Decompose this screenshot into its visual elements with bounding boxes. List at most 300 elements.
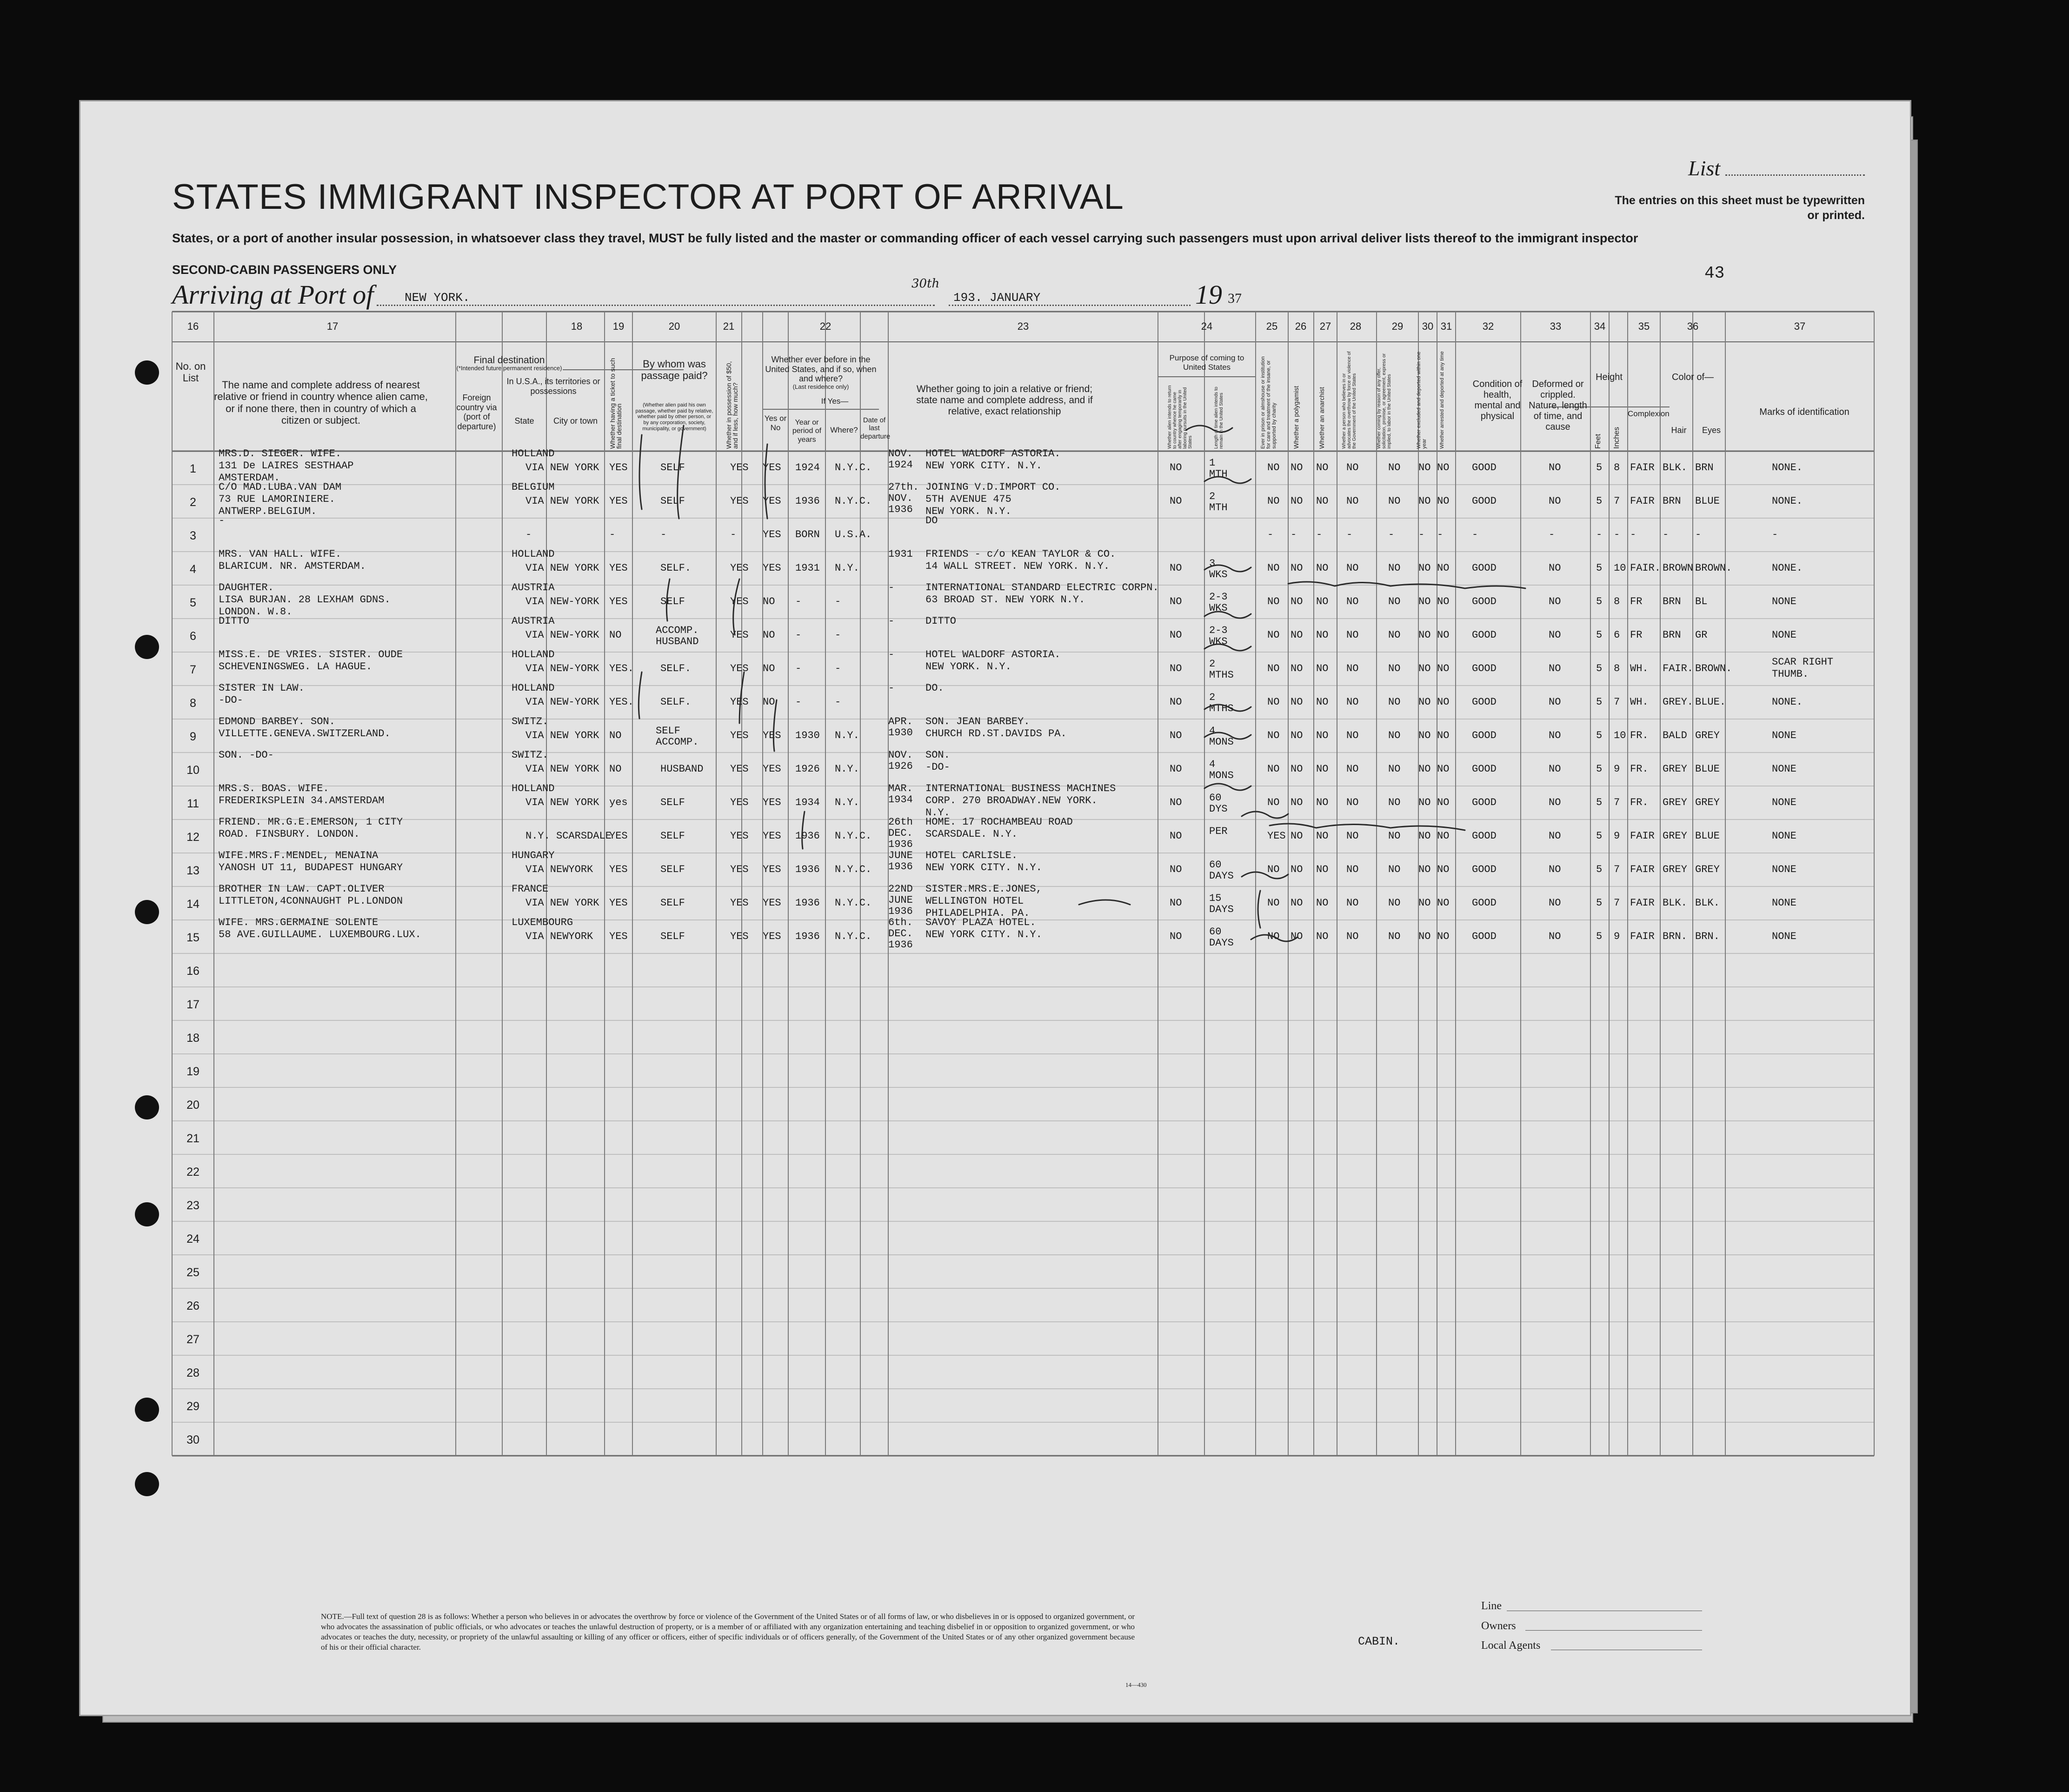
arrested: NO xyxy=(1437,897,1450,909)
row-number: 4 xyxy=(190,563,196,576)
destination-via: VIA NEW YORK xyxy=(526,763,599,775)
join-relative-line: NEW YORK CITY. N.Y. xyxy=(925,460,1042,472)
height-feet: - xyxy=(1596,529,1603,540)
height-inches: 7 xyxy=(1614,495,1620,507)
row-number: 26 xyxy=(186,1299,200,1312)
eye-color: BLUE. xyxy=(1695,696,1726,708)
has-fifty-dollars: YES xyxy=(730,663,749,674)
form-subtitle: States, or a port of another insular possession, in whatsoever class they travel, MUST be fully listed and the master or commanding officer of each vessel carrying such passengers must upon arrival deliver lists thereof to the immigrant inspector xyxy=(172,231,1638,245)
excluded: NO xyxy=(1418,797,1431,808)
column-number: 20 xyxy=(668,320,680,332)
polygamist: NO xyxy=(1291,596,1303,607)
last-departure: 1936 xyxy=(888,906,913,917)
row-number: 22 xyxy=(186,1166,200,1179)
last-departure: NOV. xyxy=(888,448,913,460)
hdr-excluded: Whether excluded and deported within one year xyxy=(1416,351,1427,449)
last-departure: 27th. xyxy=(888,481,919,493)
height-inches: 6 xyxy=(1614,629,1620,641)
length-of-stay: DAYS xyxy=(1209,937,1234,949)
overthrow: NO xyxy=(1346,663,1359,674)
passage-paid-by: SELF xyxy=(660,495,685,507)
return-intent: NO xyxy=(1170,629,1182,641)
relative-address-line: FRIEND. MR.G.E.EMERSON, 1 CITY xyxy=(219,816,403,828)
destination-via: VIA NEW YORK xyxy=(526,462,599,473)
height-feet: 5 xyxy=(1596,663,1603,674)
arrested: NO xyxy=(1437,797,1450,808)
last-departure: DEC. xyxy=(888,928,913,939)
last-departure: 1936 xyxy=(888,861,913,873)
hdr-purpose: Purpose of coming to United States xyxy=(1169,353,1244,372)
height-inches: 7 xyxy=(1614,897,1620,909)
has-ticket: YES xyxy=(609,897,628,909)
before-in-us: NO xyxy=(763,696,775,708)
return-intent: NO xyxy=(1170,897,1182,909)
polygamist: NO xyxy=(1291,663,1303,674)
height-inches: 7 xyxy=(1614,696,1620,708)
owners-label: Owners xyxy=(1481,1620,1516,1632)
relative-address-line: BROTHER IN LAW. CAPT.OLIVER xyxy=(219,883,385,895)
prison-almshouse: NO xyxy=(1267,730,1280,741)
length-of-stay: MTHS xyxy=(1209,669,1234,681)
hdr-deformed: Deformed or crippled. Nature, length of time, and cause xyxy=(1529,379,1587,432)
row-number: 5 xyxy=(190,596,196,609)
passage-paid-by: - xyxy=(660,529,667,540)
hair-color: BLK. xyxy=(1663,897,1687,909)
return-intent: NO xyxy=(1170,931,1182,942)
row-number: 14 xyxy=(186,898,200,911)
has-fifty-dollars: YES xyxy=(730,763,749,775)
relative-address-line: DAUGHTER. xyxy=(219,582,274,593)
before-in-us: NO xyxy=(763,663,775,674)
passage-paid-by: SELF. xyxy=(660,663,692,674)
last-departure: - xyxy=(888,615,895,627)
has-fifty-dollars: YES xyxy=(730,730,749,741)
deformed: NO xyxy=(1549,696,1561,708)
complexion: FAIR. xyxy=(1630,562,1661,574)
arriving-label: Arriving at Port of xyxy=(172,280,374,310)
excluded: NO xyxy=(1418,730,1431,741)
join-relative-line: DO xyxy=(925,515,938,526)
form-title: STATES IMMIGRANT INSPECTOR AT PORT OF ARRIVAL xyxy=(172,177,1124,217)
overthrow: NO xyxy=(1346,830,1359,842)
identification-marks: NONE xyxy=(1772,596,1796,607)
passage-paid-by: SELF xyxy=(660,797,685,808)
relative-address-line: AMSTERDAM. xyxy=(219,472,280,484)
passage-paid-by: SELF xyxy=(660,462,685,473)
join-relative-line: SCARSDALE. N.Y. xyxy=(925,828,1018,840)
length-of-stay: 60 xyxy=(1209,792,1222,804)
complexion: FAIR xyxy=(1630,830,1655,842)
hdr-if-yes: If Yes— xyxy=(821,397,849,406)
where-in-us: N.Y.C. xyxy=(835,864,872,875)
labor-offer: NO xyxy=(1388,897,1401,909)
hdr-hair: Hair xyxy=(1671,426,1687,435)
eye-color: BROWN. xyxy=(1695,663,1732,674)
where-in-us: N.Y.C. xyxy=(835,495,872,507)
polygamist: NO xyxy=(1291,462,1303,473)
hdr-labor-offer: Whether coming by reason of any offer, solicitation, promise, or agreement, express or implied, to labor in the United States xyxy=(1377,353,1392,449)
identification-marks: NONE xyxy=(1772,763,1796,775)
year-in-us: - xyxy=(795,663,802,674)
where-in-us: N.Y. xyxy=(835,730,859,741)
last-departure: NOV. xyxy=(888,493,913,504)
before-in-us: YES xyxy=(763,730,781,741)
arrested: NO xyxy=(1437,696,1450,708)
height-inches: 8 xyxy=(1614,663,1620,674)
complexion: FR. xyxy=(1630,730,1649,741)
line-label: Line xyxy=(1481,1600,1502,1612)
row-number: 30 xyxy=(186,1433,200,1446)
return-intent: NO xyxy=(1170,797,1182,808)
length-of-stay: 4 xyxy=(1209,759,1216,770)
labor-offer: NO xyxy=(1388,830,1401,842)
has-fifty-dollars: YES xyxy=(730,495,749,507)
anarchist: NO xyxy=(1316,931,1329,942)
height-feet: 5 xyxy=(1596,596,1603,607)
row-number: 15 xyxy=(186,931,200,944)
before-in-us: YES xyxy=(763,864,781,875)
last-departure: 1931 xyxy=(888,548,913,560)
has-ticket: YES xyxy=(609,931,628,942)
has-ticket: NO xyxy=(609,763,622,775)
relative-address-line: C/O MAD.LUBA.VAN DAM xyxy=(219,481,342,493)
before-in-us: YES xyxy=(763,931,781,942)
row-number: 10 xyxy=(186,764,200,777)
year-in-us: BORN xyxy=(795,529,820,540)
last-departure: 1924 xyxy=(888,459,913,471)
hdr-arrested: Whether arrested and deported at any time xyxy=(1439,351,1445,449)
join-relative-line: FRIENDS - c/o KEAN TAYLOR & CO. xyxy=(925,548,1116,560)
hdr-final-destination: Final destination xyxy=(473,355,545,366)
excluded: NO xyxy=(1418,864,1431,875)
passage-paid-by: SELF xyxy=(660,897,685,909)
where-in-us: - xyxy=(835,696,841,708)
arrested: NO xyxy=(1437,495,1450,507)
length-of-stay: MONS xyxy=(1209,736,1234,748)
health-condition: GOOD xyxy=(1472,462,1497,473)
eye-color: GREY xyxy=(1695,797,1720,808)
prison-almshouse: NO xyxy=(1267,864,1280,875)
hdr-marks: Marks of identification xyxy=(1759,407,1849,417)
complexion: FAIR xyxy=(1630,864,1655,875)
prison-almshouse: NO xyxy=(1267,462,1280,473)
hdr-passage-paid-sub: (Whether alien paid his own passage, whether paid by relative, whether paid by other person, or by any corporation, society, municipality, or government) xyxy=(635,402,713,432)
deformed: NO xyxy=(1549,797,1561,808)
length-of-stay: MTH xyxy=(1209,468,1228,480)
join-relative-line: CHURCH RD.ST.DAVIDS PA. xyxy=(925,728,1067,739)
eye-color: GR xyxy=(1695,629,1708,641)
relative-address-line: LITTLETON,4CONNAUGHT PL.LONDON xyxy=(219,895,403,907)
column-number: 25 xyxy=(1266,320,1278,332)
health-condition: GOOD xyxy=(1472,763,1497,775)
last-departure: 6th. xyxy=(888,917,913,928)
length-of-stay: 60 xyxy=(1209,859,1222,871)
labor-offer: - xyxy=(1388,529,1395,540)
where-in-us: - xyxy=(835,663,841,674)
eye-color: GREY xyxy=(1695,864,1720,875)
destination-via: VIA NEW YORK xyxy=(526,562,599,574)
column-number: 22 xyxy=(819,320,832,332)
has-fifty-dollars: YES xyxy=(730,562,749,574)
last-departure: 1930 xyxy=(888,727,913,739)
polygamist: - xyxy=(1291,529,1297,540)
before-in-us: YES xyxy=(763,797,781,808)
return-intent: NO xyxy=(1170,763,1182,775)
eye-color: BLUE xyxy=(1695,830,1720,842)
destination-country: LUXEMBOURG xyxy=(512,917,573,928)
hdr-passage-paid: By whom was passage paid? xyxy=(641,358,708,382)
destination-country: HOLLAND xyxy=(512,682,555,694)
eye-color: BROWN. xyxy=(1695,562,1732,574)
has-ticket: YES. xyxy=(609,663,634,674)
relative-address-line: FREDERIKSPLEIN 34.AMSTERDAM xyxy=(219,795,385,806)
relative-address-line: - xyxy=(219,515,225,526)
passage-paid-by: SELF xyxy=(656,725,680,737)
hdr-state: State xyxy=(514,416,534,426)
hair-color: GREY xyxy=(1663,763,1687,775)
has-ticket: NO xyxy=(609,629,622,641)
hdr-where: Where? xyxy=(830,426,858,434)
row-number: 23 xyxy=(186,1199,200,1212)
height-inches: 10 xyxy=(1614,730,1626,741)
identification-marks: SCAR RIGHT xyxy=(1772,656,1834,668)
last-departure: APR. xyxy=(888,716,913,727)
before-in-us: YES xyxy=(763,562,781,574)
overthrow: NO xyxy=(1346,462,1359,473)
labor-offer: NO xyxy=(1388,663,1401,674)
eye-color: GREY xyxy=(1695,730,1720,741)
column-number: 33 xyxy=(1550,320,1562,332)
eye-color: BL xyxy=(1695,596,1708,607)
where-in-us: U.S.A. xyxy=(835,529,872,540)
where-in-us: N.Y.C. xyxy=(835,931,872,942)
where-in-us: N.Y. xyxy=(835,763,859,775)
identification-marks: NONE xyxy=(1772,864,1796,875)
prison-almshouse: NO xyxy=(1267,763,1280,775)
height-feet: 5 xyxy=(1596,629,1603,641)
join-relative-line: NEW YORK CITY. N.Y. xyxy=(925,862,1042,873)
last-departure: 1934 xyxy=(888,794,913,806)
last-departure: DEC. xyxy=(888,827,913,839)
relative-address-line: MRS. VAN HALL. WIFE. xyxy=(219,548,342,560)
hair-color: BRN xyxy=(1663,629,1681,641)
year-in-us: 1936 xyxy=(795,830,820,842)
deformed: NO xyxy=(1549,830,1561,842)
length-of-stay: MONS xyxy=(1209,770,1234,781)
health-condition: GOOD xyxy=(1472,931,1497,942)
last-departure: JUNE xyxy=(888,894,913,906)
identification-marks: NONE xyxy=(1772,897,1796,909)
eye-color: BLK. xyxy=(1695,897,1720,909)
arrival-day: 30th xyxy=(911,277,940,291)
join-relative-line: SISTER.MRS.E.JONES, xyxy=(925,883,1042,895)
deformed: NO xyxy=(1549,495,1561,507)
arrested: NO xyxy=(1437,596,1450,607)
relative-address-line: LISA BURJAN. 28 LEXHAM GDNS. xyxy=(219,594,391,606)
labor-offer: NO xyxy=(1388,495,1401,507)
deformed: NO xyxy=(1549,897,1561,909)
year-in-us: 1931 xyxy=(795,562,820,574)
length-of-stay: 2 xyxy=(1209,658,1216,670)
hair-color: - xyxy=(1663,529,1669,540)
year-in-us: - xyxy=(795,696,802,708)
complexion: WH. xyxy=(1630,696,1649,708)
year-in-us: 1936 xyxy=(795,864,820,875)
join-relative-line: 5TH AVENUE 475 xyxy=(925,493,1011,505)
has-fifty-dollars: YES xyxy=(730,797,749,808)
arrested: NO xyxy=(1437,730,1450,741)
relative-address-line: ANTWERP.BELGIUM. xyxy=(219,506,317,517)
column-number: 18 xyxy=(571,320,583,332)
column-number: 28 xyxy=(1350,320,1362,332)
has-ticket: YES xyxy=(609,830,628,842)
relative-address-line: MRS.D. SIEGER. WIFE. xyxy=(219,448,342,460)
labor-offer: NO xyxy=(1388,562,1401,574)
return-intent: NO xyxy=(1170,462,1182,473)
destination-country: HOLLAND xyxy=(512,448,555,460)
hdr-yes-no: Yes or No xyxy=(764,414,787,432)
destination-via: VIA NEW-YORK xyxy=(526,696,599,708)
return-intent: NO xyxy=(1170,696,1182,708)
row-number: 16 xyxy=(186,965,200,978)
relative-address-line: WIFE. MRS.GERMAINE SOLENTE xyxy=(219,917,379,928)
before-in-us: YES xyxy=(763,462,781,473)
height-feet: 5 xyxy=(1596,462,1603,473)
has-ticket: YES. xyxy=(609,696,634,708)
row-number: 7 xyxy=(190,663,196,676)
arrested: - xyxy=(1437,529,1444,540)
relative-address-line: 73 RUE LAMORINIERE. xyxy=(219,493,335,505)
relative-address-line: YANOSH UT 11, BUDAPEST HUNGARY xyxy=(219,862,403,873)
anarchist: NO xyxy=(1316,696,1329,708)
join-relative-line: HOTEL CARLISLE. xyxy=(925,850,1018,861)
year-in-us: 1936 xyxy=(795,931,820,942)
labor-offer: NO xyxy=(1388,931,1401,942)
row-number: 2 xyxy=(190,496,196,509)
identification-marks: NONE. xyxy=(1772,696,1803,708)
join-relative-line: 63 BROAD ST. NEW YORK N.Y. xyxy=(925,594,1085,606)
hdr-polygamist: Whether a polygamist xyxy=(1292,386,1300,449)
column-number: 24 xyxy=(1201,320,1213,332)
join-relative-line: HOME. 17 ROCHAMBEAU ROAD xyxy=(925,816,1073,828)
relative-address-line: MRS.S. BOAS. WIFE. xyxy=(219,783,329,794)
arrested: NO xyxy=(1437,864,1450,875)
join-relative-line: HOTEL WALDORF ASTORIA. xyxy=(925,649,1061,660)
has-ticket: YES xyxy=(609,495,628,507)
excluded: NO xyxy=(1418,629,1431,641)
year-in-us: 1936 xyxy=(795,897,820,909)
last-departure: 1936 xyxy=(888,504,913,515)
identification-marks: NONE. xyxy=(1772,562,1803,574)
destination-via: VIA NEW-YORK xyxy=(526,663,599,674)
destination-country: AUSTRIA xyxy=(512,582,555,593)
anarchist: NO xyxy=(1316,763,1329,775)
prison-almshouse: - xyxy=(1267,529,1274,540)
labor-offer: NO xyxy=(1388,629,1401,641)
overthrow: NO xyxy=(1346,797,1359,808)
manifest-sheet xyxy=(79,100,1911,1716)
destination-country: SWITZ. xyxy=(512,749,549,761)
excluded: NO xyxy=(1418,830,1431,842)
height-inches: 8 xyxy=(1614,596,1620,607)
join-relative-line: DO. xyxy=(925,682,944,694)
complexion: - xyxy=(1630,529,1637,540)
return-intent: NO xyxy=(1170,562,1182,574)
height-feet: 5 xyxy=(1596,830,1603,842)
row-number: 13 xyxy=(186,864,200,877)
join-relative-line: -DO- xyxy=(925,761,950,773)
arrested: NO xyxy=(1437,763,1450,775)
list-label: List xyxy=(1688,156,1721,180)
prison-almshouse: NO xyxy=(1267,596,1280,607)
form-class: SECOND-CABIN PASSENGERS ONLY xyxy=(172,263,397,277)
last-departure: - xyxy=(888,582,895,593)
hair-color: BROWN. xyxy=(1663,562,1700,574)
passage-paid-by: SELF xyxy=(660,864,685,875)
hdr-nearest-relative: The name and complete address of nearest relative or friend in country whence alien came, or if none there, then in country of which a citizen or subject. xyxy=(214,379,428,426)
year-prefix: 19 xyxy=(1195,280,1222,310)
hair-color: BRN. xyxy=(1663,931,1687,942)
hdr-in-usa: In U.S.A., its territories or possessions xyxy=(506,377,600,396)
identification-marks: NONE. xyxy=(1772,495,1803,507)
year-in-us: 1936 xyxy=(795,495,820,507)
last-departure: - xyxy=(888,649,895,660)
column-number: 37 xyxy=(1794,320,1806,332)
destination-via: VIA NEW-YORK xyxy=(526,596,599,607)
year-in-us: - xyxy=(795,596,802,607)
row-number: 3 xyxy=(190,529,196,542)
column-number: 31 xyxy=(1440,320,1452,332)
where-in-us: - xyxy=(835,629,841,641)
where-in-us: N.Y.C. xyxy=(835,897,872,909)
height-inches: 9 xyxy=(1614,763,1620,775)
destination-via: VIA NEW YORK xyxy=(526,495,599,507)
hdr-length-stay: Length of time alien intends to remain in the United States xyxy=(1214,386,1224,449)
hdr-join-relative: Whether going to join a relative or friend; state name and complete address, and if relative, exact relationship xyxy=(916,384,1093,417)
column-number: 32 xyxy=(1482,320,1494,332)
column-number: 29 xyxy=(1391,320,1404,332)
identification-marks: NONE. xyxy=(1772,462,1803,473)
health-condition: GOOD xyxy=(1472,696,1497,708)
overthrow: NO xyxy=(1346,897,1359,909)
last-departure: 22ND xyxy=(888,883,913,895)
destination-country: HOLLAND xyxy=(512,548,555,560)
eye-color: BRN xyxy=(1695,462,1714,473)
last-departure: 1936 xyxy=(888,839,913,850)
arrival-port: NEW YORK. xyxy=(405,291,470,305)
hair-color: BRN xyxy=(1663,495,1681,507)
polygamist: NO xyxy=(1291,495,1303,507)
last-departure: 1926 xyxy=(888,760,913,772)
overthrow: NO xyxy=(1346,696,1359,708)
anarchist: NO xyxy=(1316,629,1329,641)
hdr-anarchist: Whether an anarchist xyxy=(1318,386,1325,449)
has-ticket: YES xyxy=(609,596,628,607)
prison-almshouse: NO xyxy=(1267,897,1280,909)
row-number: 6 xyxy=(190,630,196,643)
length-of-stay: WKS xyxy=(1209,569,1228,580)
destination-country: BELGIUM xyxy=(512,481,555,493)
length-of-stay: 2-3 xyxy=(1209,591,1228,603)
length-of-stay: 2 xyxy=(1209,491,1216,502)
deformed: NO xyxy=(1549,562,1561,574)
prison-almshouse: NO xyxy=(1267,562,1280,574)
hdr-feet: Feet xyxy=(1594,433,1602,449)
year-in-us: 1934 xyxy=(795,797,820,808)
column-number: 34 xyxy=(1594,320,1606,332)
relative-address-line: SISTER IN LAW. xyxy=(219,682,305,694)
destination-via: - xyxy=(526,529,532,540)
